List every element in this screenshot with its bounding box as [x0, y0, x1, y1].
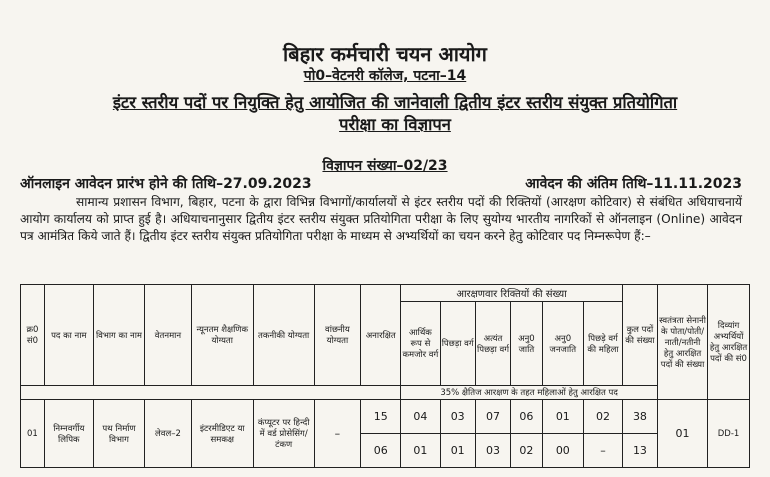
row-ebc-2: 03 — [475, 434, 510, 468]
col-serial: क्र0 सं0 — [21, 285, 45, 386]
row-unreserved-2: 06 — [361, 434, 401, 468]
col-divyang: दिव्यांग अभ्यर्थियों हेतु आरक्षित पदों की सं0 — [708, 285, 750, 400]
row-st-1: 01 — [542, 400, 583, 434]
advertisement-number — [0, 156, 770, 175]
row-pay-level: लेवल–2 — [145, 400, 192, 468]
advertisement-number-text: विज्ञापन संख्या–02/23 — [322, 158, 448, 174]
row-freedom-fighter: 01 — [657, 400, 707, 468]
row-total-2: 13 — [622, 434, 657, 468]
col-post-name: पद का नाम — [44, 285, 93, 386]
col-unreserved: अनारक्षित — [361, 285, 401, 386]
col-technical: तकनीकी योग्यता — [253, 285, 314, 386]
advertisement-subject: इंटर स्तरीय पदों पर नियुक्ति हेतु आयोजित की जानेवाली द्वितीय इंटर स्तरीय संयुक्त प्रतियोगिता परीक्षा का विज्ञापन — [112, 93, 678, 134]
row-technical: कंप्यूटर पर हिन्दी में वर्ड प्रोसेसिंग/टंकण — [253, 400, 314, 468]
row-department: पथ निर्माण विभाग — [93, 400, 144, 468]
address-text: पो0–वेटनरी कॉलेज, पटना–14 — [303, 68, 467, 84]
row-divyang: DD-1 — [708, 400, 750, 468]
organization-name: बिहार कर्मचारी चयन आयोग — [283, 42, 487, 66]
col-bc-women: पिछड़े वर्ग की महिला — [584, 302, 623, 386]
table-row — [21, 400, 750, 434]
col-ews: आर्थिक रूप से कमजोर वर्ग — [401, 302, 440, 386]
col-total: कुल पदों की संख्या — [622, 285, 657, 386]
women-note: 35% क्षैतिज आरक्षण के तहत महिलाओं हेतु आरक्षित पद — [401, 386, 658, 400]
row-serial: 01 — [21, 400, 45, 468]
last-date: आवेदन की अंतिम तिथि–11.11.2023 — [525, 176, 742, 192]
online-start-date: ऑनलाइन आवेदन प्रारंभ होने की तिथि–27.09.2023 — [20, 176, 312, 192]
row-post-name: निम्नवर्गीय लिपिक — [44, 400, 93, 468]
col-freedom-fighter: स्वतंत्रता सेनानी के पोता/पोती/नाती/नतीनी हेतु आरक्षित पदों की संख्या — [657, 285, 707, 400]
row-unreserved-1: 15 — [361, 400, 401, 434]
col-pay-level: वेतनमान — [145, 285, 192, 386]
header-row-1 — [21, 285, 750, 302]
women-note-row — [21, 386, 750, 400]
col-sc: अनु0 जाति — [511, 302, 542, 386]
col-preferred: वांछनीय योग्यता — [314, 285, 361, 386]
row-total-1: 38 — [622, 400, 657, 434]
row-ews-2: 01 — [401, 434, 440, 468]
row-bc-women-2: – — [584, 434, 623, 468]
vacancy-table — [20, 284, 750, 468]
row-bc-1: 03 — [440, 400, 475, 434]
col-min-qualification: न्यूनतम शैक्षणिक योग्यता — [191, 285, 253, 386]
row-sc-2: 02 — [511, 434, 542, 468]
col-st: अनु0 जनजाति — [542, 302, 583, 386]
intro-paragraph-text: सामान्य प्रशासन विभाग, बिहार, पटना के द्वारा विभिन्न विभागों/कार्यालयों से इंटर स्तरीय पदों की रिक्तियों (आरक्षण कोटिवार) से संबंधित अधियाचनायें आयोग कार्यालय को प्राप्त हुई है। अधियाचनानुसार द्वितीय इंटर स्तरीय संयुक्त प्रतियोगिता परीक्षा के लिए सुयोग्य भारतीय नागरिकों से ऑनलाइन (Online) आवेदन पत्र आमंत्रित किये जाते हैं। द्वितीय इंटर स्तरीय संयुक्त प्रतियोगिता परीक्षा के माध्यम से अभ्यर्थियों का चयन करने हेतु कोटिवार पद निम्नरूपेण हैं:– — [20, 195, 742, 243]
col-department: विभाग का नाम — [93, 285, 144, 386]
row-min-qualification: इंटरमीडिएट या समकक्ष — [191, 400, 253, 468]
row-preferred: – — [314, 400, 361, 468]
row-st-2: 00 — [542, 434, 583, 468]
col-bc: पिछड़ा वर्ग — [440, 302, 475, 386]
row-sc-1: 06 — [511, 400, 542, 434]
intro-paragraph — [20, 194, 742, 245]
row-bc-women-1: 02 — [584, 400, 623, 434]
col-ebc: अत्यंत पिछड़ा वर्ग — [475, 302, 510, 386]
organization-address — [0, 66, 770, 85]
row-bc-2: 01 — [440, 434, 475, 468]
row-ebc-1: 07 — [475, 400, 510, 434]
col-reserved-group: आरक्षणवार रिक्तियों की संख्या — [401, 285, 623, 302]
row-ews-1: 04 — [401, 400, 440, 434]
